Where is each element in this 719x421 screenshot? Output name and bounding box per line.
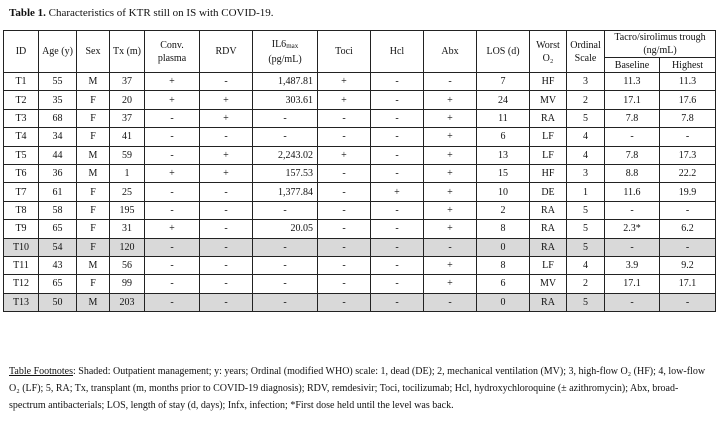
cell-il6: - [253,201,318,219]
cell-highest: 17.1 [660,275,716,293]
cell-baseline: - [605,293,660,311]
cell-rdv: - [200,220,253,238]
table-row [4,293,716,311]
cell-age: 68 [39,109,77,127]
cell-rdv: + [200,146,253,164]
cell-sex: F [77,238,110,256]
cell-highest: - [660,293,716,311]
cell-tx: 59 [110,146,145,164]
cell-hcl: - [371,91,424,109]
cell-sex: F [77,183,110,201]
cell-il6: - [253,109,318,127]
cell-ordinal: 4 [567,128,605,146]
cell-ordinal: 3 [567,164,605,182]
cell-toci: - [318,275,371,293]
cell-abx: + [424,109,477,127]
cell-hcl: - [371,73,424,91]
cell-abx: - [424,238,477,256]
cell-rdv: - [200,201,253,219]
cell-toci: - [318,109,371,127]
cell-worst: LF [530,146,567,164]
cell-id: T3 [4,109,39,127]
header-worst-sub: O₂ [542,52,554,64]
cell-hcl: - [371,164,424,182]
cell-id: T4 [4,128,39,146]
header-hcl: Hcl [371,31,424,73]
cell-sex: F [77,220,110,238]
cell-los: 2 [477,201,530,219]
cell-abx: + [424,128,477,146]
cell-id: T5 [4,146,39,164]
cell-tx: 99 [110,275,145,293]
cell-tx: 37 [110,109,145,127]
cell-tx: 120 [110,238,145,256]
cell-highest: 22.2 [660,164,716,182]
header-worst-o2 [530,31,567,73]
cell-los: 11 [477,109,530,127]
header-worst-label: Worst [536,39,560,51]
cell-il6: - [253,275,318,293]
cell-conv: - [145,256,200,274]
table-title: Characteristics of KTR still on IS with COVID-19. [48,7,274,19]
cell-sex: M [77,146,110,164]
cell-worst: RA [530,293,567,311]
cell-highest: 7.8 [660,109,716,127]
cell-il6: - [253,256,318,274]
cell-sex: M [77,164,110,182]
cell-los: 6 [477,275,530,293]
cell-sex: F [77,201,110,219]
cell-worst: RA [530,201,567,219]
cell-hcl: - [371,293,424,311]
cell-conv: - [145,275,200,293]
cell-ordinal: 1 [567,183,605,201]
cell-abx: + [424,275,477,293]
header-ordinal-label: Ordinal [570,39,601,51]
cell-age: 58 [39,201,77,219]
cell-abx: + [424,256,477,274]
cell-tx: 20 [110,91,145,109]
cell-highest: - [660,201,716,219]
table-header [4,31,716,73]
cell-abx: - [424,293,477,311]
cell-baseline: 2.3* [605,220,660,238]
cell-age: 35 [39,91,77,109]
cell-ordinal: 5 [567,293,605,311]
cell-toci: + [318,91,371,109]
cell-conv: - [145,238,200,256]
cell-rdv: - [200,275,253,293]
cell-conv: + [145,220,200,238]
cell-baseline: 17.1 [605,275,660,293]
cell-baseline: 3.9 [605,256,660,274]
cell-toci: - [318,220,371,238]
cell-los: 0 [477,293,530,311]
cell-ordinal: 3 [567,73,605,91]
cell-hcl: - [371,109,424,127]
cell-worst: LF [530,128,567,146]
footnote-label: Table Footnotes [9,366,74,377]
cell-hcl: - [371,275,424,293]
cell-los: 6 [477,128,530,146]
cell-baseline: - [605,201,660,219]
cell-sex: F [77,109,110,127]
header-los: LOS (d) [477,31,530,73]
cell-abx: + [424,91,477,109]
cell-baseline: 7.8 [605,146,660,164]
cell-age: 55 [39,73,77,91]
cell-toci: - [318,238,371,256]
cell-los: 15 [477,164,530,182]
cell-worst: MV [530,91,567,109]
table-row [4,73,716,91]
cell-conv: - [145,146,200,164]
cell-age: 61 [39,183,77,201]
cell-age: 34 [39,128,77,146]
header-toci: Toci [318,31,371,73]
header-il6-label: IL6 [271,38,287,50]
cell-hcl: - [371,256,424,274]
cell-rdv: + [200,109,253,127]
cell-baseline: 7.8 [605,109,660,127]
cell-age: 36 [39,164,77,182]
cell-worst: MV [530,275,567,293]
table-row [4,91,716,109]
table-row [4,201,716,219]
cell-id: T7 [4,183,39,201]
cell-conv: - [145,183,200,201]
cell-id: T12 [4,275,39,293]
cell-sex: M [77,73,110,91]
cell-los: 8 [477,256,530,274]
cell-hcl: - [371,238,424,256]
header-age: Age (y) [39,31,77,73]
cell-tx: 195 [110,201,145,219]
cell-los: 24 [477,91,530,109]
cell-rdv: - [200,293,253,311]
cell-baseline: 8.8 [605,164,660,182]
cell-los: 13 [477,146,530,164]
cell-ordinal: 4 [567,256,605,274]
cell-ordinal: 4 [567,146,605,164]
cell-worst: HF [530,73,567,91]
cell-il6: - [253,238,318,256]
table-row [4,109,716,127]
header-rdv: RDV [200,31,253,73]
cell-abx: + [424,201,477,219]
cell-toci: - [318,201,371,219]
cell-ordinal: 5 [567,220,605,238]
table-row [4,220,716,238]
cell-tx: 31 [110,220,145,238]
characteristics-table [3,30,716,312]
cell-age: 50 [39,293,77,311]
table-row [4,164,716,182]
header-ordinal-sub: Scale [574,52,597,64]
cell-age: 43 [39,256,77,274]
table-row [4,128,716,146]
cell-toci: + [318,73,371,91]
cell-toci: - [318,183,371,201]
cell-rdv: + [200,91,253,109]
cell-conv: - [145,293,200,311]
table-row [4,183,716,201]
header-tacro-unit: (ng/mL) [643,45,677,56]
table-caption [9,6,274,20]
cell-baseline: - [605,238,660,256]
cell-il6: - [253,293,318,311]
cell-age: 65 [39,220,77,238]
cell-los: 8 [477,220,530,238]
cell-il6: 1,487.81 [253,73,318,91]
header-ordinal-scale [567,31,605,73]
cell-il6: 2,243.02 [253,146,318,164]
header-sex: Sex [77,31,110,73]
footnote-text: : Shaded: Outpatient management; y: years; Ordinal (modified WHO) scale: 1, dead (DE); 2, mechanical ventilation (MV); 3, high-flow O₂ (HF); 4, low-flow O₂ (LF); 5, RA; Tx, transplant (m, months prior to COVID-19 diagnosis); RDV, remdesivir; Toci, tocilizumab; Hcl, hydroxychloroquine (± azithromycin); Abx, broad-spectrum antibacterials; LOS, length of stay (d, days); Infx, infection; *First dose held until the level was back. [9,366,706,411]
header-tx: Tx (m) [110,31,145,73]
table-row [4,275,716,293]
cell-los: 10 [477,183,530,201]
header-il6-unit: (pg/mL) [268,53,302,65]
cell-conv: - [145,109,200,127]
cell-toci: - [318,128,371,146]
cell-il6: 303.61 [253,91,318,109]
cell-worst: RA [530,220,567,238]
table-label: Table 1. [9,7,46,19]
cell-rdv: + [200,164,253,182]
cell-baseline: 11.6 [605,183,660,201]
cell-age: 44 [39,146,77,164]
cell-id: T1 [4,73,39,91]
cell-hcl: - [371,201,424,219]
cell-sex: M [77,256,110,274]
cell-toci: - [318,293,371,311]
header-il6 [253,31,318,73]
cell-rdv: - [200,256,253,274]
cell-id: T11 [4,256,39,274]
cell-abx: + [424,164,477,182]
cell-sex: M [77,293,110,311]
cell-abx: - [424,73,477,91]
cell-hcl: - [371,220,424,238]
table-footnote [9,363,713,414]
cell-il6: 1,377.84 [253,183,318,201]
cell-hcl: - [371,146,424,164]
table-row [4,238,716,256]
cell-age: 65 [39,275,77,293]
cell-conv: - [145,201,200,219]
cell-tx: 203 [110,293,145,311]
cell-toci: - [318,164,371,182]
header-baseline: Baseline [605,58,660,73]
cell-baseline: 11.3 [605,73,660,91]
cell-tx: 37 [110,73,145,91]
cell-ordinal: 5 [567,201,605,219]
header-tacro-label: Tacro/sirolimus trough [614,32,706,43]
cell-sex: F [77,91,110,109]
cell-il6: 20.05 [253,220,318,238]
cell-abx: + [424,183,477,201]
cell-id: T8 [4,201,39,219]
cell-baseline: 17.1 [605,91,660,109]
cell-rdv: - [200,238,253,256]
cell-toci: + [318,146,371,164]
cell-worst: RA [530,238,567,256]
cell-highest: 17.3 [660,146,716,164]
cell-id: T2 [4,91,39,109]
cell-conv: + [145,91,200,109]
cell-highest: - [660,238,716,256]
header-highest: Highest [660,58,716,73]
cell-conv: + [145,164,200,182]
cell-ordinal: 5 [567,109,605,127]
cell-id: T9 [4,220,39,238]
cell-abx: + [424,220,477,238]
cell-id: T13 [4,293,39,311]
header-abx: Abx [424,31,477,73]
cell-il6: 157.53 [253,164,318,182]
cell-tx: 25 [110,183,145,201]
cell-highest: 19.9 [660,183,716,201]
cell-rdv: - [200,73,253,91]
cell-worst: LF [530,256,567,274]
cell-ordinal: 2 [567,275,605,293]
cell-conv: - [145,128,200,146]
cell-abx: + [424,146,477,164]
cell-il6: - [253,128,318,146]
cell-conv: + [145,73,200,91]
header-id: ID [4,31,39,73]
cell-id: T10 [4,238,39,256]
header-il6-sub: max [286,41,299,50]
cell-rdv: - [200,183,253,201]
cell-los: 7 [477,73,530,91]
cell-toci: - [318,256,371,274]
table-row [4,256,716,274]
cell-ordinal: 2 [567,91,605,109]
cell-highest: 6.2 [660,220,716,238]
cell-tx: 56 [110,256,145,274]
cell-highest: 17.6 [660,91,716,109]
header-tacro-group [605,31,716,58]
cell-worst: RA [530,109,567,127]
cell-hcl: + [371,183,424,201]
cell-highest: 11.3 [660,73,716,91]
cell-id: T6 [4,164,39,182]
cell-worst: DE [530,183,567,201]
cell-los: 0 [477,238,530,256]
table-body [4,73,716,312]
cell-hcl: - [371,128,424,146]
cell-highest: - [660,128,716,146]
cell-ordinal: 5 [567,238,605,256]
cell-worst: HF [530,164,567,182]
header-conv-plasma: Conv. plasma [145,31,200,73]
cell-age: 54 [39,238,77,256]
cell-rdv: - [200,128,253,146]
cell-tx: 41 [110,128,145,146]
cell-sex: F [77,128,110,146]
cell-baseline: - [605,128,660,146]
cell-tx: 1 [110,164,145,182]
cell-highest: 9.2 [660,256,716,274]
cell-sex: F [77,275,110,293]
table-row [4,146,716,164]
